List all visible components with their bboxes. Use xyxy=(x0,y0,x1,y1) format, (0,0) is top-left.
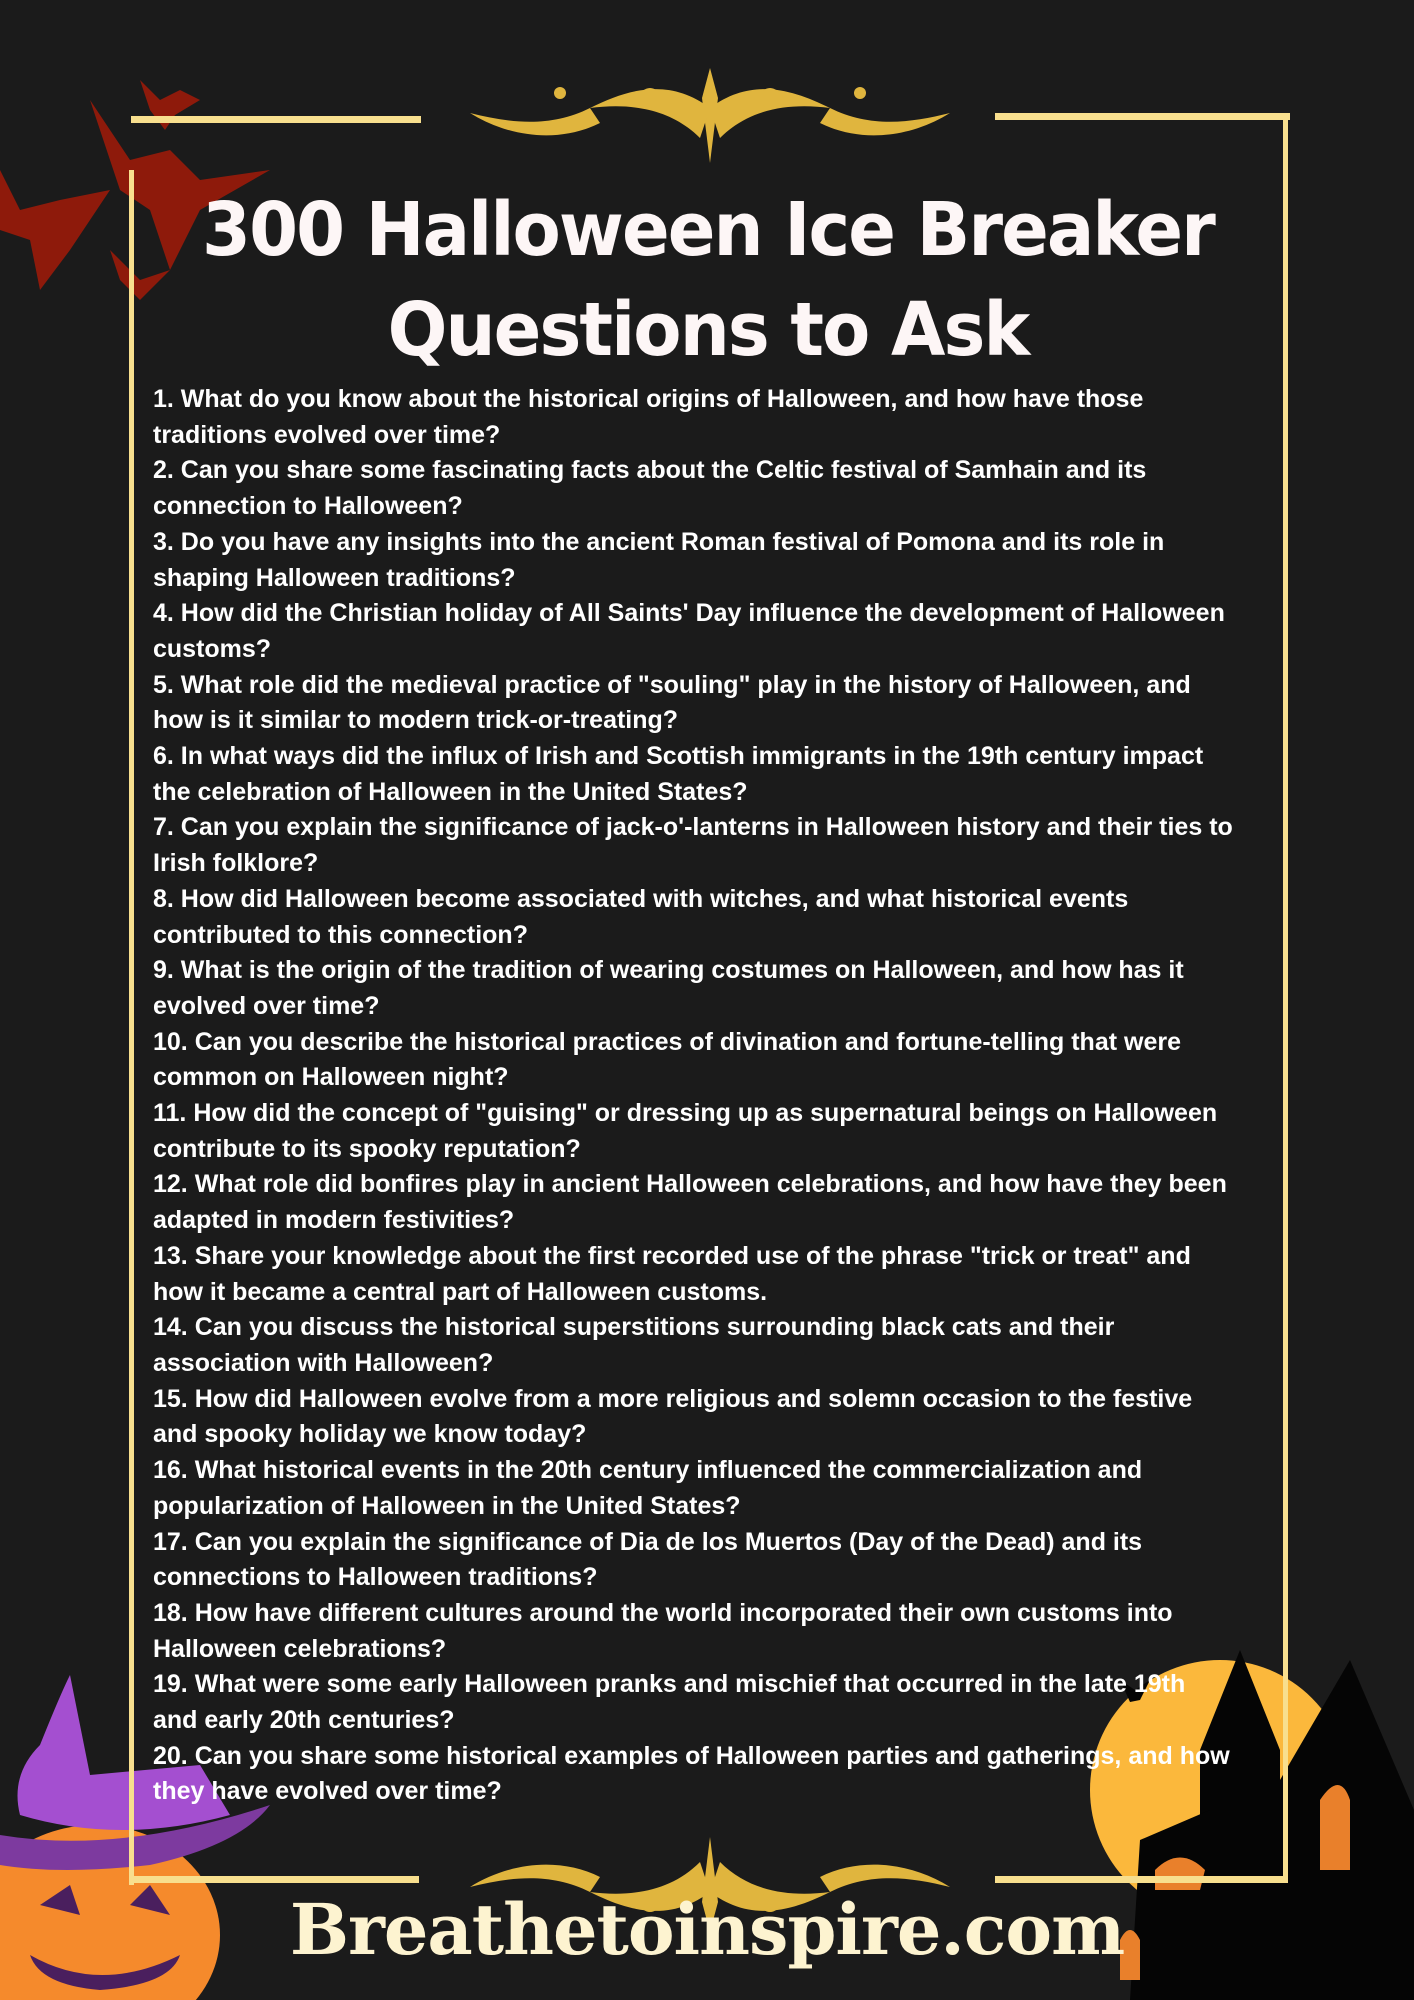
question-item: 11. How did the concept of "guising" or dressing up as supernatural beings on Halloween contribute to its spooky reputation? xyxy=(153,1099,1218,1163)
question-item: 13. Share your knowledge about the first recorded use of the phrase "trick or treat" and how it became a central part of Halloween customs. xyxy=(153,1241,1191,1306)
title-line-1: 300 Halloween Ice Breaker xyxy=(202,187,1214,273)
page-title xyxy=(160,180,1256,380)
question-item: 16. What historical events in the 20th century influenced the commercialization and popularization of Halloween in the United States? xyxy=(153,1456,1143,1520)
question-item: 15. How did Halloween evolve from a more religious and solemn occasion to the festive and spooky holiday we know today? xyxy=(153,1384,1193,1449)
question-item: 4. How did the Christian holiday of All Saints' Day influence the development of Halloween customs? xyxy=(153,599,1225,663)
question-item: 10. Can you describe the historical practices of divination and fortune-telling that were common on Halloween night? xyxy=(153,1027,1181,1092)
question-item: 3. Do you have any insights into the ancient Roman festival of Pomona and its role in shaping Halloween traditions? xyxy=(153,527,1165,592)
top-ornament-icon xyxy=(470,68,950,168)
title-line-2: Questions to Ask xyxy=(387,287,1029,373)
question-item: 17. Can you explain the significance of Dia de los Muertos (Day of the Dead) and its connections to Halloween traditions? xyxy=(153,1527,1143,1592)
question-item: 5. What role did the medieval practice of "souling" play in the history of Halloween, and how is it similar to modern trick-or-treating? xyxy=(153,670,1191,735)
frame-top-left xyxy=(131,116,421,123)
question-item: 1. What do you know about the historical origins of Halloween, and how have those traditions evolved over time? xyxy=(153,385,1144,449)
frame-bottom-left xyxy=(131,1876,419,1883)
question-item: 6. In what ways did the influx of Irish and Scottish immigrants in the 19th century impact the celebration of Halloween in the United States? xyxy=(153,742,1204,806)
question-item: 18. How have different cultures around the world incorporated their own customs into Halloween celebrations? xyxy=(153,1598,1173,1663)
frame-bottom-right xyxy=(995,1876,1285,1883)
site-name: Breathetoinspire.com xyxy=(289,1888,1125,1971)
question-item: 20. Can you share some historical examples of Halloween parties and gatherings, and how they have evolved over time? xyxy=(153,1741,1230,1806)
frame-left xyxy=(129,170,134,1885)
question-item: 14. Can you discuss the historical superstitions surrounding black cats and their association with Halloween? xyxy=(153,1313,1115,1377)
questions-list xyxy=(153,382,1233,1810)
question-item: 8. How did Halloween become associated with witches, and what historical events contributed to this connection? xyxy=(153,884,1129,949)
question-item: 12. What role did bonfires play in ancient Halloween celebrations, and how have they been adapted in modern festivities? xyxy=(153,1170,1227,1235)
question-item: 2. Can you share some fascinating facts about the Celtic festival of Samhain and its connection to Halloween? xyxy=(153,456,1147,521)
question-item: 19. What were some early Halloween pranks and mischief that occurred in the late 19th and early 20th centuries? xyxy=(153,1670,1186,1735)
question-item: 9. What is the origin of the tradition of wearing costumes on Halloween, and how has it evolved over time? xyxy=(153,956,1184,1020)
frame-top-right xyxy=(995,113,1290,120)
question-item: 7. Can you explain the significance of jack-o'-lanterns in Halloween history and their ties to Irish folklore? xyxy=(153,813,1233,878)
frame-right xyxy=(1283,113,1288,1883)
